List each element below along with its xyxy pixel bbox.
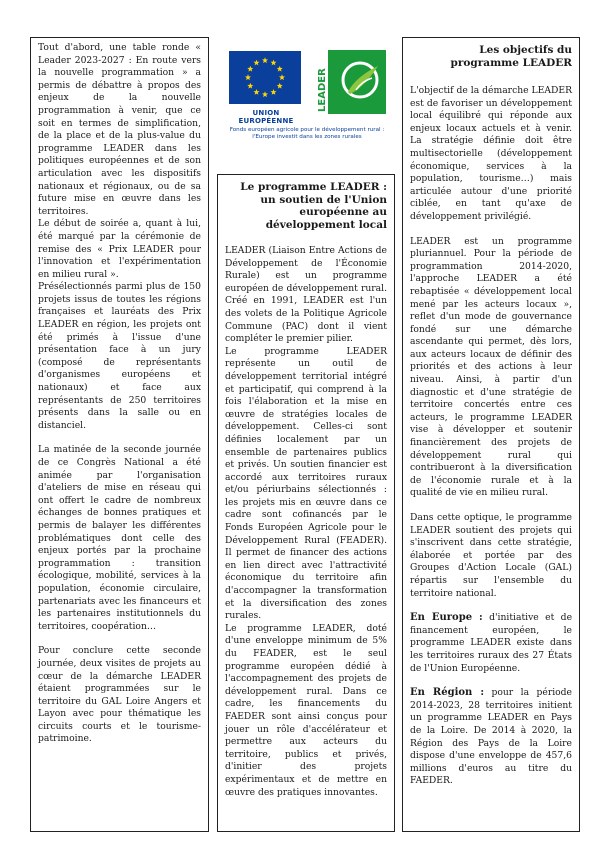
eu-label: UNION EUROPÉENNE [238,109,294,125]
paragraph: L'objectif de la démarche LEADER est de favoriser un développement local équilibré qui réponde aux enjeux locaux actuels et à venir. La stratégie définie doit être multisectorielle (développement économique, services à la population, tourisme…) mais articulée autour d'une priorité ciblée, en tant qu'axe de développement privilégié. [410,85,572,222]
logo-caption-line: Fonds européen agricole pour le développement rural : [229,127,385,133]
paragraph: Le programme LEADER, doté d'une enveloppe minimum de 5% du FEADER, est le seul programme européen dédié à l'accompagnement des projets de développement rural. Dans ce cadre, les financements du FAEDER sont ainsi conçus pour jouer un rôle d'accélérateur et permettre aux acteurs du territoire, publics et privés, d'initier des projets expérimentaux et de mettre en œuvre des pratiques innovantes. [225,622,387,798]
middle-column [217,174,395,832]
logo-caption [222,127,392,141]
left-column [30,37,209,832]
paragraph: Pour conclure cette seconde journée, deux visites de projets au cœur de la démarche LEADER étaient programmées sur le territoire du GAL Loire Angers et Layon avec pour thématique les circuits courts et le tourisme-patrimoine. [38,645,201,745]
paragraph-europe [410,612,572,675]
paragraph: Dans cette optique, le programme LEADER soutient des projets qui s'inscrivent dans cette stratégie, élaborée et portée par des Groupes d'Action Locale (GAL) répartis sur l'ensemble du territoire national. [410,512,572,599]
paragraph: La matinée de la seconde journée de ce Congrès National a été animée par l'organisation d'ateliers de mise en réseau qui ont offert le cadre de nombreux échanges de bonnes pratiques et permis de balayer les différentes problématiques dont celle des enjeux portés par la prochaine programmation : transition écologique, mobilité, services à la population, économie circulaire, partenariats avec les financeurs et les partenaires institutionnels du territoires, coopération… [38,444,201,632]
leader-logo-text: LEADER [317,68,328,112]
logo-caption-line: l'Europe investit dans les zones rurales [252,134,362,140]
section-heading: Le programme LEADER : un soutien de l'Union européenne au développement local [240,181,387,231]
eu-flag-logo [229,51,301,104]
region-text: pour la période 2014-2023, 28 territoires initient un programme LEADER en Pays de la Loire. De 2014 à 2020, la Région des Pays de la Loire dispose d'une enveloppe de 457,6 millions d'euros au titre du FAEDER. [410,687,572,787]
paragraph: Présélectionnés parmi plus de 150 projets issus de toutes les régions françaises et lauréats des Prix LEADER en région, les projets ont été primés à l'issue d'une présentation face à un jury (composé de représentants d'organismes européens et nationaux) et face aux représentants de 250 territoires présents dans la salle ou en distanciel. [38,281,201,431]
region-label: En Région : [410,687,485,699]
paragraph: LEADER (Liaison Entre Actions de Développement de l'Économie Rurale) est un programme européen de développement rural. Créé en 1991, LEADER est l'un des volets de la Politique Agricole Commune (PAC) dont il vient compléter le premier pilier. [225,245,387,345]
paragraph: Tout d'abord, une table ronde « Leader 2023-2027 : En route vers la nouvelle programmation » a permis de débattre à propos des enjeux de la nouvelle programmation à venir, que ce soit en termes de simplification, de la place et de la plus-value du programme LEADER dans les politiques européennes et de son articulation avec les dispositifs nationaux et régionaux, ou de sa future mise en œuvre dans les territoires. [38,42,201,217]
paragraph: Le début de soirée a, quant à lui, été marqué par la cérémonie de remise des « Prix LEADER pour l'innovation et l'expérimentation en milieu rural ». [38,218,201,280]
right-column [402,37,580,832]
section-heading: Les objectifs du programme LEADER [450,44,572,69]
paragraph-region [410,687,572,788]
leader-logo [317,50,386,114]
europe-label: En Europe : [410,612,483,624]
logo-banner [222,44,392,164]
paragraph: LEADER est un programme pluriannuel. Pour la période de programmation 2014-2020, l'approche LEADER a été rebaptisée « développement local mené par les acteurs locaux », reflet d'un mode de gouvernance fondé sur une démarche ascendante qui permet, dès lors, aux acteurs locaux de définir des priorités et des actions à leur niveau. Ainsi, à partir d'un diagnostic et d'une stratégie de territoire concertés entre ces acteurs, le programme LEADER vise à développer et soutenir financièrement des projets de développement rural qui contribueront à la diversification de l'économie rurale et à la qualité de vie en milieu rural. [410,235,572,499]
europe-text: d'initiative et de financement européen, le programme LEADER existe dans les territoires ruraux des 27 États de l'Union Européenne. [410,612,573,674]
paragraph: Le programme LEADER représente un outil de développement territorial intégré et participatif, qui comprend à la fois l'élaboration et la mise en œuvre de stratégies locales de développement. Celles-ci sont définies localement par un ensemble de partenaires publics et privés. Un soutien financier est accordé aux territoires ruraux et/ou périurbains sélectionnés : les projets mis en œuvre dans ce cadre sont cofinancés par le Fonds Européen Agricole pour le Développement Rural (FEADER). Il permet de financer des actions en lien direct avec l'attractivité économique du territoire afin d'accompagner la transformation et la diversification des zones rurales. [225,345,387,622]
